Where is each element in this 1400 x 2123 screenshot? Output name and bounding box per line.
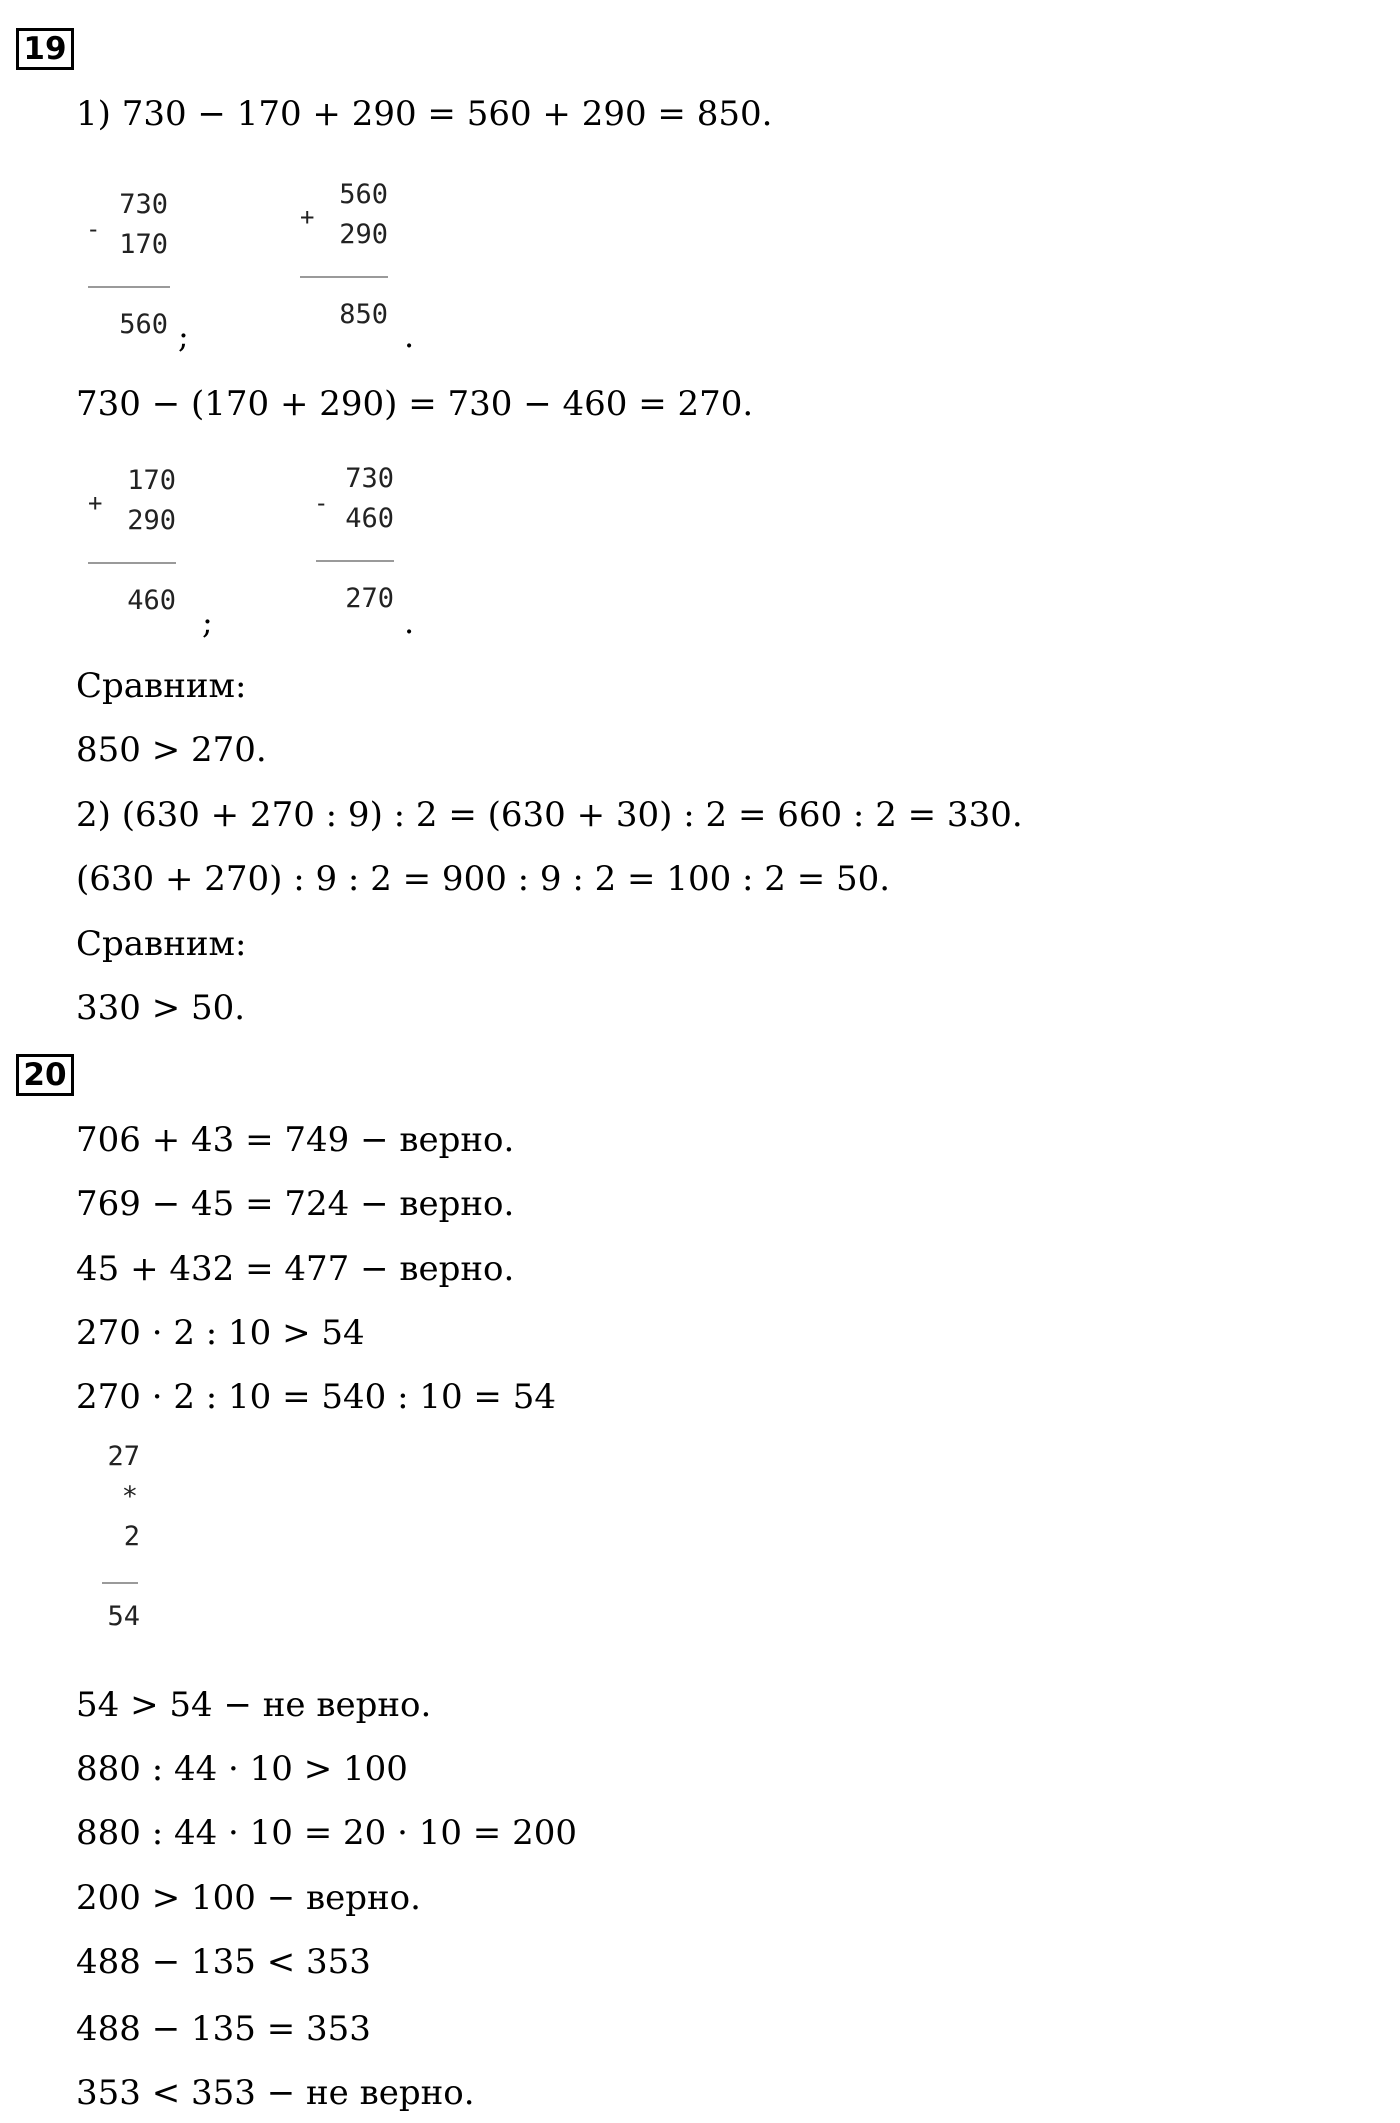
operand-bottom: 290 xyxy=(339,219,388,250)
result-line xyxy=(300,276,388,278)
equation-line: 200 > 100 − верно. xyxy=(76,1878,421,1918)
result-line xyxy=(102,1582,138,1584)
column-subtraction xyxy=(84,188,168,348)
column-result: 850 xyxy=(339,299,388,330)
operand-bottom: 290 xyxy=(127,505,176,536)
column-addition xyxy=(300,178,388,338)
result-line xyxy=(88,286,170,288)
column-subtraction xyxy=(312,462,394,622)
semicolon: ; xyxy=(202,603,213,641)
column-result: 560 xyxy=(119,309,168,340)
column-result: 270 xyxy=(345,583,394,614)
compare-label: Сравним: xyxy=(76,666,247,706)
operand-top: 730 xyxy=(345,463,394,494)
comparison-result: 330 > 50. xyxy=(76,988,246,1028)
equation-line: 769 − 45 = 724 − верно. xyxy=(76,1184,515,1224)
task-number-badge: 19 xyxy=(16,28,74,70)
operand-bottom: 170 xyxy=(119,229,168,260)
equation-line: 2) (630 + 270 : 9) : 2 = (630 + 30) : 2 = 660 : 2 = 330. xyxy=(76,795,1023,835)
equation-line: 706 + 43 = 749 − верно. xyxy=(76,1120,515,1160)
comparison-result: 850 > 270. xyxy=(76,730,267,770)
task-number-badge: 20 xyxy=(16,1054,74,1096)
period: . xyxy=(404,317,415,355)
operand-bottom: 2 xyxy=(123,1521,140,1552)
equation-line: 488 − 135 < 353 xyxy=(76,1942,371,1982)
equation-line: 353 < 353 − не верно. xyxy=(76,2073,475,2113)
semicolon: ; xyxy=(178,317,189,355)
equation-line: 270 · 2 : 10 > 54 xyxy=(76,1313,365,1353)
equation-line: 730 − (170 + 290) = 730 − 460 = 270. xyxy=(76,384,754,424)
operand-top: 560 xyxy=(339,179,388,210)
column-addition xyxy=(88,464,176,624)
operator-sign: - xyxy=(314,489,329,517)
operand-top: 27 xyxy=(107,1441,140,1472)
equation-line: 270 · 2 : 10 = 540 : 10 = 54 xyxy=(76,1377,556,1417)
period: . xyxy=(404,603,415,641)
equation-line: (630 + 270) : 9 : 2 = 900 : 9 : 2 = 100 : 2 = 50. xyxy=(76,859,891,899)
result-line xyxy=(88,562,176,564)
equation-line: 54 > 54 − не верно. xyxy=(76,1685,432,1725)
equation-line: 488 − 135 = 353 xyxy=(76,2009,371,2049)
column-multiplication xyxy=(98,1440,140,1640)
equation-line: 1) 730 − 170 + 290 = 560 + 290 = 850. xyxy=(76,94,773,134)
equation-line: 880 : 44 · 10 > 100 xyxy=(76,1749,408,1789)
operand-bottom: 460 xyxy=(345,503,394,534)
result-line xyxy=(316,560,394,562)
column-result: 460 xyxy=(127,585,176,616)
operand-top: 170 xyxy=(127,465,176,496)
operator-sign: - xyxy=(86,215,101,243)
compare-label: Сравним: xyxy=(76,924,247,964)
operator-sign: * xyxy=(121,1481,138,1512)
equation-line: 45 + 432 = 477 − верно. xyxy=(76,1249,515,1289)
operand-top: 730 xyxy=(119,189,168,220)
column-result: 54 xyxy=(107,1601,140,1632)
operator-sign: + xyxy=(300,203,315,231)
operator-sign: + xyxy=(88,489,103,517)
equation-line: 880 : 44 · 10 = 20 · 10 = 200 xyxy=(76,1813,577,1853)
